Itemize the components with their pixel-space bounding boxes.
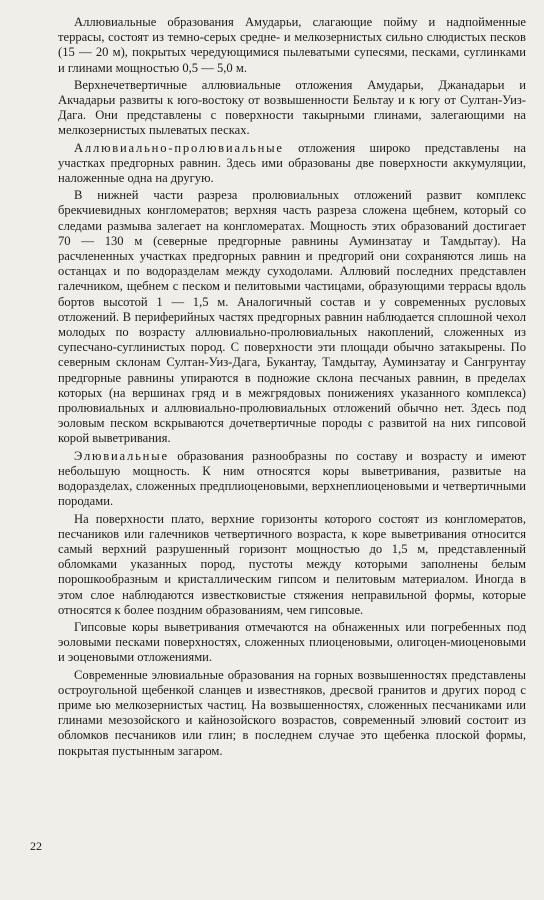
page-number: 22 (30, 839, 42, 853)
paragraph-text: На поверхности плато, верхние горизонты которого состоят из конгломератов, песчаников или галечников четвертичного возраста, к коре выветривания относится самый верхний разрушенный горизонт мощностью до 1,5 м, представленный обломками указанных пород, пустоты между которыми заполнены белым порошкообразным и кристаллическим гипсом и пелитовым материалом. Иногда в этом слое наблюдаются известковистые стяжения неправильной формы, которые относятся к более поздним образованиям, чем гипсовые. (58, 511, 526, 617)
paragraph-modern-eluvial (58, 668, 526, 759)
paragraph-text: В нижней части разреза пролювиальных отложений развит комплекс брекчиевидных конгломератов; верхняя часть разреза сложена щебнем, который со следами размыва залегает на конгломератах. Мощность этих образований достигает 70 — 130 м (северные предгорные равнины Ауминзатау и Тамдытау). На расчлененных участках предгорных равнин и предгорий они сохраняются лишь на останцах и по водоразделам между суходолами. Аллювий последних представлен галечником, щебнем с песком и пелитовыми частицами, образующими террасы вдоль бортов высотой 1 — 1,5 м. Аналогичный состав и у современных русловых отложений. В периферийных частях предгорных равнин наблюдается сплошной чехол молодых по возрасту аллювиально-пролювиальных накоплений, сложенных из супесчано-суглинистых пород. С поверхности эти площади обычно затакырены. По северным склонам Султан-Уиз-Дага, Букантау, Тамдытау, Ауминзатау и Сангрунтау предгорные равнины упираются в подножие склона песчаных равнин, в пределах которых (на вершинах гряд и в межгрядовых понижениях указанного комплекса) пролювиальных и аллювиально-пролювиальных отложений обычно нет. Здесь под эоловым песком вскрываются дочетвертичные породы с развитой на них гипсовой корой выветривания. (58, 188, 526, 446)
paragraph-text: Верхнечетвертичные аллювиальные отложения Амударьи, Джанадарьи и Акчадарьи развиты к юго-востоку от возвышенности Бельтау и к югу от Султан-Уиз-Дага. Они представлены с поверхности такырными глинами, залегающими на мелкозернистых пылеватых песках. (58, 77, 526, 138)
paragraph-text: Современные элювиальные образования на горных возвышенностях представлены остроугольной щебенкой сланцев и известняков, дресвой гранитов и других пород с приме ью мелкозернистых частиц. На возвышенностях, сложенных песчаниками или глинами мезозойского и кайнозойского возрастов, современный элювий состоит из обломков песчаников или глин; в последнем случае это щебенка плоской формы, покрытая пустынным загаром. (58, 667, 526, 758)
paragraph-text: Гипсовые коры выветривания отмечаются на обнаженных или погребенных под эоловыми песками поверхностях, сложенных плиоценовыми, олигоцен-миоценовыми и эоценовыми отложениями. (58, 619, 526, 665)
paragraph-text: отложения широко представлены на участках предгорных равнин. Здесь ими образованы две поверхности аккумуляции, наложенные одна на другую. (58, 140, 526, 186)
paragraph-plateau-surface (58, 512, 526, 618)
paragraph-lead-term: Аллювиально-пролювиальные (74, 140, 284, 155)
paragraph-gypsum-crust (58, 620, 526, 666)
paragraph-alluvial-amudarya (58, 15, 526, 76)
paragraph-eluvial (58, 449, 526, 510)
paragraph-alluvial-proluvial (58, 141, 526, 187)
body-text (58, 15, 526, 761)
paragraph-lead-term: Элювиальные (74, 448, 169, 463)
paragraph-text: образования разнообразны по составу и возрасту и имеют небольшую мощность. К ним относятся коры выветривания, развитые на водоразделах, сложенных предплиоценовыми, верхнеплиоценовыми и четвертичными породами. (58, 448, 526, 509)
paragraph-proluvial-section (58, 188, 526, 446)
paragraph-text: Аллювиальные образования Амударьи, слагающие пойму и надпойменные террасы, состоят из темно-серых средне- и мелкозернистых сильно слюдистых песков (15 — 20 м), покрытых чередующимися пылеватыми супесями, песками, суглинками и глинами мощностью 0,5 — 5,0 м. (58, 15, 526, 75)
paragraph-upper-quaternary (58, 78, 526, 139)
